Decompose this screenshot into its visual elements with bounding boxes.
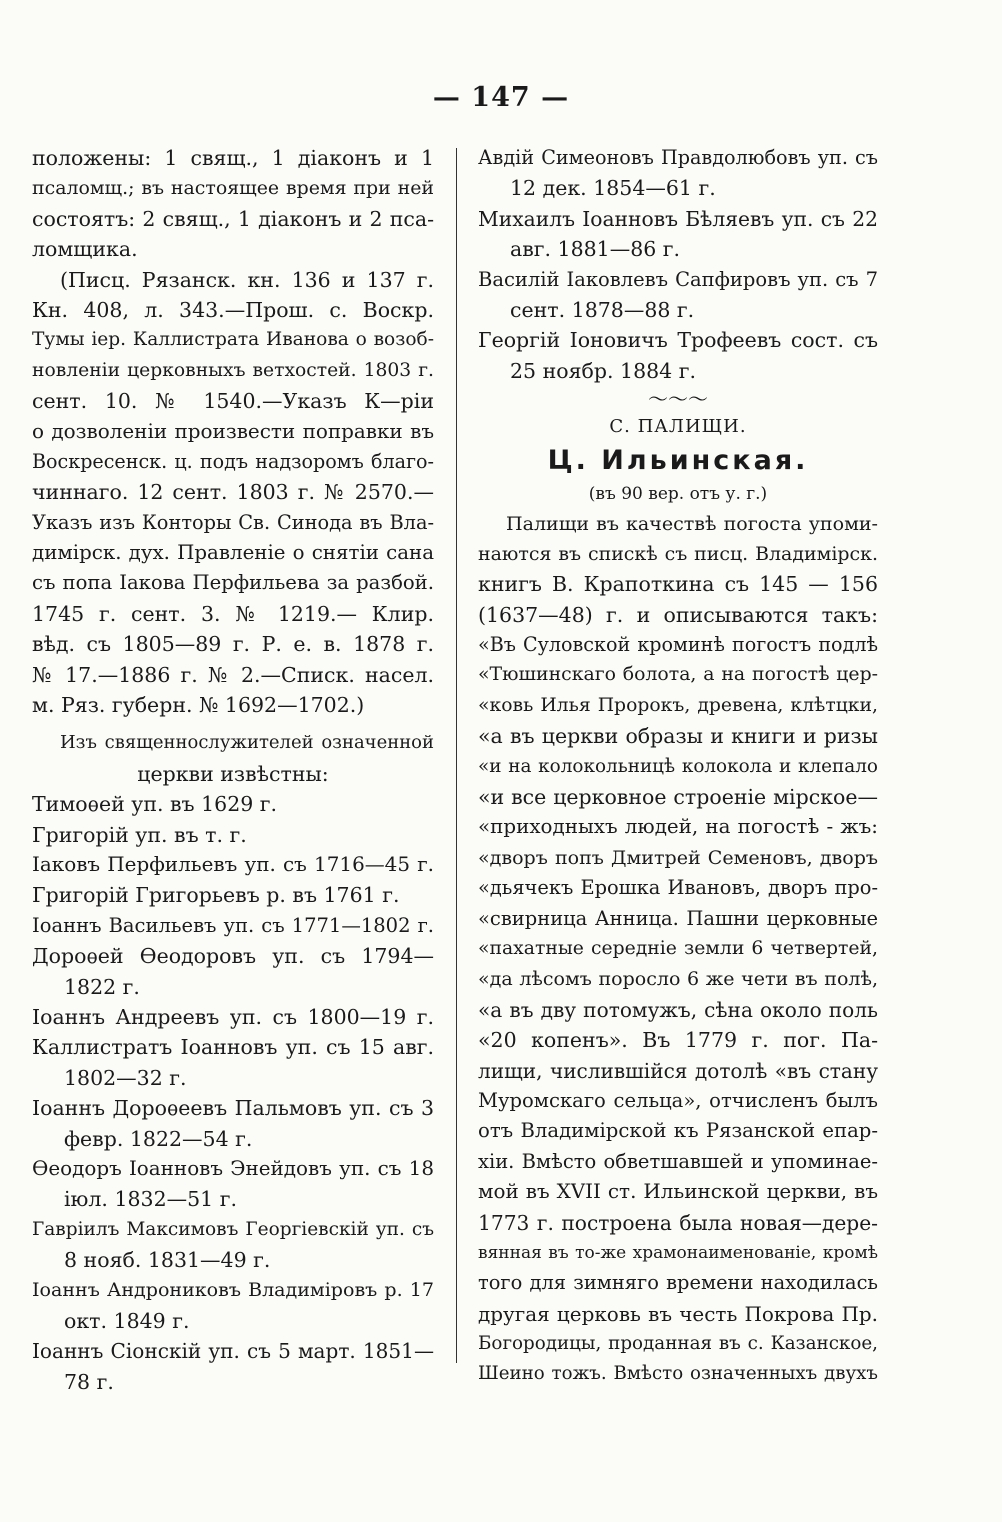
text-line: вѣд. съ 1805—89 г. Р. е. в. 1878 г.	[32, 632, 434, 657]
text-line: «а въ дву потомужъ, сѣна около поль	[478, 997, 878, 1022]
list-item-continuation: іюл. 1832—51 г.	[64, 1187, 237, 1212]
text-line: «приходныхъ людей, на погостѣ - жъ:	[478, 815, 878, 839]
text-line: «свирница Анница. Пашни церковные	[478, 906, 878, 930]
text-line: «ковь Илья Пророкъ, древена, клѣтцки,	[478, 694, 878, 716]
text-line: чиннаго. 12 сент. 1803 г. № 2570.—	[32, 480, 434, 505]
text-line: новленіи церковныхъ ветхостей. 1803 г.	[32, 359, 434, 381]
text-line: (Писц. Рязанск. кн. 136 и 137 г.	[60, 267, 434, 292]
text-line: того для зимняго времени находилась	[478, 1271, 878, 1295]
text-line: вянная въ то-же храмонаименованіе, кромѣ	[478, 1242, 878, 1263]
left-paragraph-1	[32, 143, 434, 265]
text-line: ломщика.	[32, 237, 138, 262]
text-line: «дворъ попъ Дмитрей Семеновъ, дворъ	[478, 846, 878, 869]
list-item: Іаковъ Перфильевъ уп. съ 1716—45 г.	[32, 852, 434, 876]
text-line: хіи. Вмѣсто обветшавшей и упоминае-	[478, 1149, 878, 1173]
text-line: мой въ XVII ст. Ильинской церкви, въ	[478, 1180, 878, 1204]
section-separator: 〜〜〜	[648, 387, 708, 412]
list-item: Іоаннъ Андрониковъ Владиміровъ р. 17	[32, 1279, 434, 1302]
list-item: Григорій уп. въ т. г.	[32, 822, 247, 847]
list-item-continuation: окт. 1849 г.	[64, 1308, 190, 1333]
text-line: отъ Владимірской къ Рязанской епар-	[478, 1119, 878, 1143]
text-line: Воскресенск. ц. подъ надзоромъ благо-	[32, 449, 434, 473]
list-item: Дороѳей Ѳеодоровъ уп. съ 1794—	[32, 944, 434, 969]
text-line: «и все церковное строеніе мірское—	[478, 785, 878, 810]
text-line: «Въ Суловской кроминѣ погостъ подлѣ	[478, 633, 878, 657]
text-line: Богородицы, проданная въ с. Казанское,	[478, 1333, 878, 1355]
text-line: Указъ изъ Конторы Св. Синода въ Вла-	[32, 510, 434, 534]
list-item: Григорій Григорьевъ р. въ 1761 г.	[32, 883, 400, 908]
text-line: другая церковь въ честь Покрова Пр.	[478, 1301, 878, 1326]
text-line: положены: 1 свящ., 1 діаконъ и 1	[32, 146, 434, 170]
church-title: Ц. Ильинская.	[547, 444, 809, 476]
text-line: съ попа Іакова Перфильева за разбой.	[32, 571, 434, 595]
list-item-continuation: авг. 1881—86 г.	[510, 237, 681, 262]
list-item-continuation: 78 г.	[64, 1369, 114, 1394]
text-line: состоятъ: 2 свящ., 1 діаконъ и 2 пса-	[32, 206, 434, 231]
text-line: (1637—48) г. и описываются такъ:	[478, 602, 878, 627]
right-column	[478, 143, 878, 1390]
church-description	[478, 509, 878, 1390]
list-item: Георгій Іоновичъ Трофеевъ сост. съ	[478, 328, 878, 353]
list-item: Іоаннъ Васильевъ уп. съ 1771—1802 г.	[32, 913, 434, 937]
text-line: димірск. дух. Правленіе о снятіи сана	[32, 541, 434, 565]
clergy-list-left	[32, 789, 434, 1397]
church-distance: (въ 90 вер. отъ у. г.)	[588, 483, 768, 504]
text-line: Шеино тожъ. Вмѣсто означенныхъ двухъ	[478, 1363, 878, 1385]
text-line: «Тюшинскаго болота, а на погостѣ цер-	[478, 664, 878, 686]
list-item: Василій Іаковлевъ Сапфировъ уп. съ 7	[478, 267, 878, 291]
left-column	[32, 143, 434, 1397]
text-line: «да лѣсомъ поросло 6 же чети въ полѣ,	[478, 968, 878, 991]
list-item: Тимоѳей уп. въ 1629 г.	[32, 792, 278, 817]
text-line: 1773 г. построена была новая—дере-	[478, 1210, 878, 1235]
list-item: Ѳеодоръ Іоанновъ Энейдовъ уп. съ 18	[32, 1156, 434, 1180]
text-line: № 17.—1886 г. № 2.—Списк. насел.	[32, 662, 434, 687]
list-item-continuation: 1802—32 г.	[64, 1065, 187, 1090]
text-line: Изъ священнослужителей означенной	[60, 732, 434, 754]
text-line: псаломщ.; въ настоящее время при ней	[32, 177, 434, 200]
text-line: «дьячекъ Ерошка Ивановъ, дворъ про-	[478, 876, 878, 900]
list-item-continuation: сент. 1878—88 г.	[510, 297, 695, 322]
page-number: — 147 —	[432, 82, 570, 113]
text-line: о дозволеніи произвести поправки въ	[32, 419, 434, 443]
list-item-continuation: 12 дек. 1854—61 г.	[510, 176, 716, 201]
clergy-list-right	[478, 143, 878, 386]
village-heading: С. ПАЛИЩИ.	[609, 416, 747, 438]
text-line: церкви извѣстны:	[137, 761, 329, 786]
text-line: «и на колокольницѣ колокола и клепало	[478, 755, 878, 777]
list-item-continuation: 1822 г.	[64, 974, 140, 999]
list-item-continuation: 8 нояб. 1831—49 г.	[64, 1248, 271, 1273]
text-line: «пахатные середніе земли 6 четвертей,	[478, 937, 878, 959]
text-line: Тумы іер. Каллистрата Иванова о возоб-	[32, 329, 434, 351]
text-line: лищи, числившійся дотолѣ «въ стану	[478, 1058, 878, 1083]
text-line: Кн. 408, л. 343.—Прош. с. Воскр.	[32, 297, 434, 322]
list-item: Іоаннъ Андреевъ уп. съ 1800—19 г.	[32, 1004, 434, 1029]
text-line: 1745 г. сент. 3. № 1219.— Клир.	[32, 601, 434, 626]
list-item: Гавріилъ Максимовъ Георгіевскій уп. съ	[32, 1218, 434, 1240]
left-paragraph-sources	[32, 265, 434, 721]
text-line: наются въ спискѣ съ писц. Владимірск.	[478, 542, 878, 565]
text-line: м. Ряз. губерн. № 1692—1702.)	[32, 693, 365, 718]
list-item: Іоаннъ Сіонскій уп. съ 5 март. 1851—	[32, 1339, 434, 1364]
text-line: Палищи въ качествѣ погоста упоми-	[506, 512, 878, 535]
text-line: «а въ церкви образы и книги и ризы	[478, 724, 878, 749]
list-item-continuation: 25 ноябр. 1884 г.	[510, 358, 696, 383]
text-line: «20 копенъ». Въ 1779 г. пог. Па-	[478, 1028, 878, 1053]
list-item: Авдій Симеоновъ Правдолюбовъ уп. съ	[478, 146, 878, 169]
list-item-continuation: февр. 1822—54 г.	[64, 1126, 253, 1151]
list-item: Михаилъ Іоанновъ Бѣляевъ уп. съ 22	[478, 206, 878, 231]
text-line: Муромскаго сельца», отчисленъ былъ	[478, 1088, 878, 1112]
clergy-list-heading	[32, 728, 434, 789]
list-item: Іоаннъ Дороѳеевъ Пальмовъ уп. съ 3	[32, 1096, 434, 1121]
list-item: Каллистратъ Іоанновъ уп. съ 15 авг.	[32, 1035, 434, 1060]
text-line: книгъ В. Крапоткина съ 145 — 156	[478, 572, 878, 597]
column-divider	[456, 148, 457, 1363]
text-line: сент. 10. № 1540.—Указъ К—ріи	[32, 389, 434, 414]
